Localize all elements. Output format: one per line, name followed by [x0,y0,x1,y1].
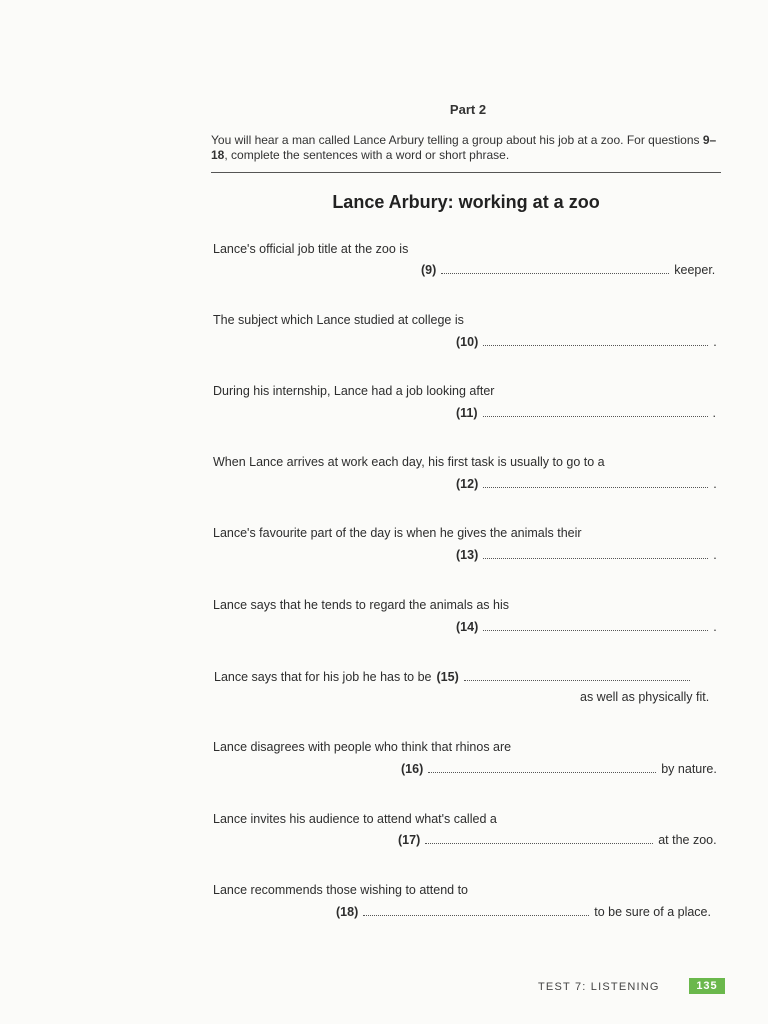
answer-blank[interactable] [464,670,690,681]
question-16-prompt: Lance disagrees with people who think that rhinos are [213,740,512,754]
answer-blank[interactable] [483,548,708,559]
answer-blank[interactable] [483,406,708,417]
question-number: (9) [421,263,437,277]
question-number: (10) [456,335,479,349]
answer-suffix: . [713,620,717,634]
answer-blank[interactable] [441,263,669,274]
answer-suffix: at the zoo. [658,833,717,847]
question-10-prompt: The subject which Lance studied at college is [213,313,464,327]
question-16-answer[interactable] [401,762,717,776]
question-18-prompt: Lance recommends those wishing to attend to [213,883,469,897]
question-14-prompt: Lance says that he tends to regard the animals as his [213,598,510,612]
question-number: (18) [336,905,359,919]
question-15-suffix: as well as physically fit. [580,690,710,704]
question-10-answer[interactable] [456,335,717,349]
answer-blank[interactable] [428,762,656,773]
answer-blank[interactable] [425,833,653,844]
question-12-answer[interactable] [456,477,717,491]
answer-suffix: to be sure of a place. [594,905,711,919]
answer-blank[interactable] [483,477,708,488]
question-15-prompt: Lance says that for his job he has to be [214,670,432,684]
answer-blank[interactable] [363,905,589,916]
question-17-prompt: Lance invites his audience to attend what's called a [213,812,497,826]
answer-suffix: by nature. [661,762,717,776]
footer-section-label: TEST 7: LISTENING [538,981,660,993]
question-number: (16) [401,762,424,776]
instructions-text-end: , complete the sentences with a word or short phrase. [224,148,510,162]
instructions-text-start: You will hear a man called Lance Arbury telling a group about his job at a zoo. For questions [211,133,703,147]
question-number: (12) [456,477,479,491]
question-number: (17) [398,833,421,847]
question-number: (13) [456,548,479,562]
question-range: 9–18 [211,133,717,162]
question-13-prompt: Lance's favourite part of the day is when he gives the animals their [213,526,582,540]
question-number: (11) [456,406,478,420]
question-17-answer[interactable] [398,833,717,847]
question-18-answer[interactable] [336,905,711,919]
page-number: 135 [689,978,725,994]
question-9-prompt: Lance's official job title at the zoo is [213,242,409,256]
answer-blank[interactable] [483,620,708,631]
question-9-answer[interactable] [421,263,715,277]
instructions [211,133,721,163]
answer-suffix: keeper. [674,263,716,277]
question-14-answer[interactable] [456,620,717,634]
answer-blank[interactable] [483,335,708,346]
question-number: (14) [456,620,479,634]
answer-suffix: . [713,548,717,562]
question-number: (15) [436,670,459,684]
answer-suffix: . [713,477,717,491]
answer-suffix: . [712,406,717,420]
part-title: Part 2 [449,102,487,117]
section-heading: Lance Arbury: working at a zoo [332,192,600,212]
answer-suffix: . [713,335,717,349]
question-15-answer[interactable] [214,670,690,684]
question-13-answer[interactable] [456,548,717,562]
question-11-answer[interactable] [456,406,716,420]
divider [211,172,721,173]
question-11-prompt: During his internship, Lance had a job looking after [213,384,495,398]
question-12-prompt: When Lance arrives at work each day, his first task is usually to go to a [213,455,605,469]
